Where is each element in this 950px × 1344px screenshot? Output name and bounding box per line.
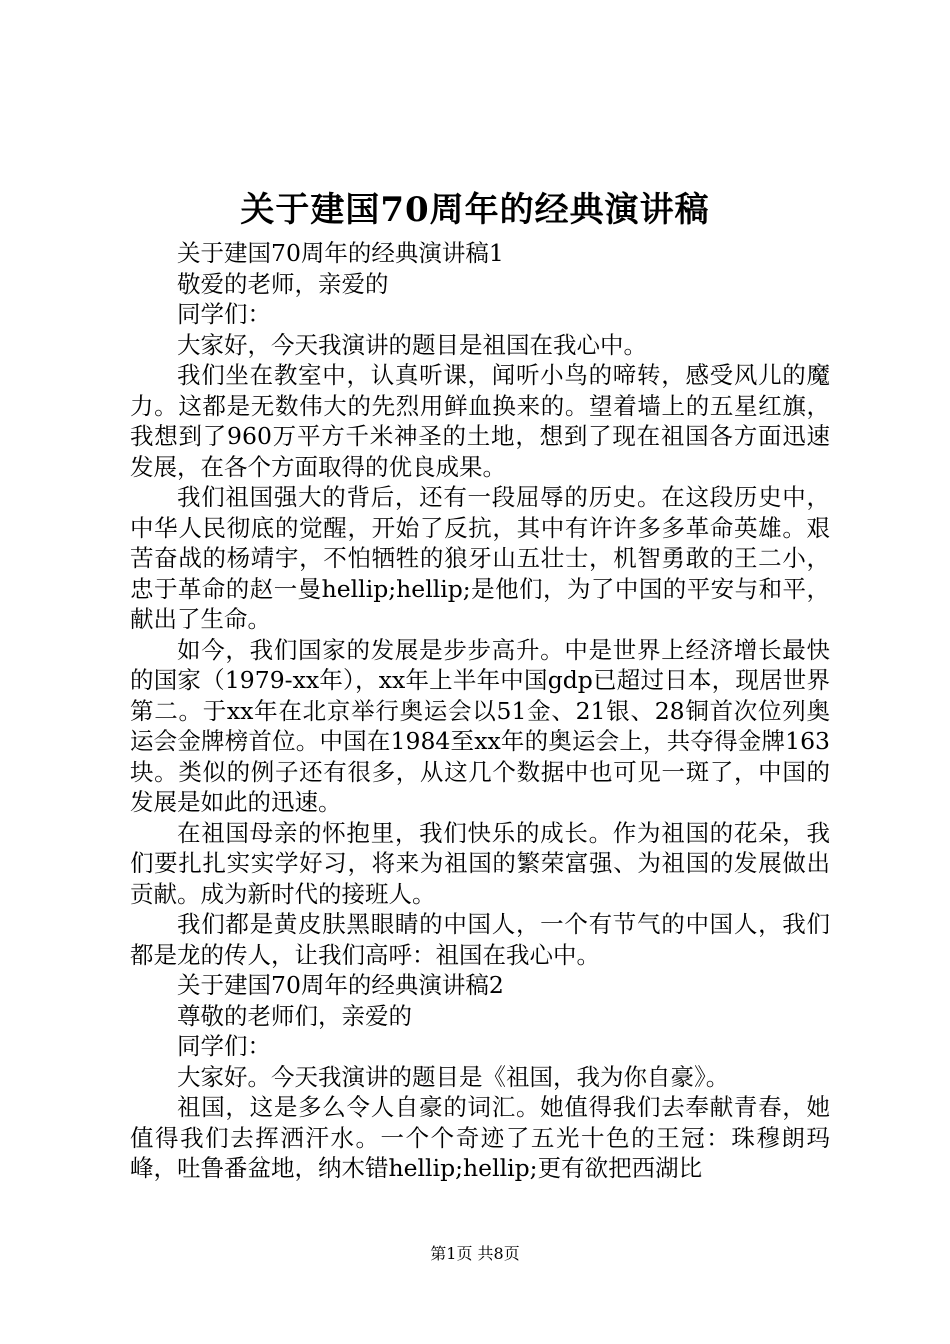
document-title: 关于建国70周年的经典演讲稿 <box>240 190 710 230</box>
document-body <box>130 238 830 1184</box>
salutation-line: 尊敬的老师们，亲爱的 <box>177 1001 412 1030</box>
paragraph: 大家好，今天我演讲的题目是祖国在我心中。 <box>177 330 647 359</box>
paragraph: 如今，我们国家的发展是步步高升。中是世界上经济增长最快的国家（1979-xx年），xx年上半年中国gdp已超过日本，现居世界第二。于xx年在北京举行奥运会以51金、21银、28铜首次位列奥运会金牌榜首位。中国在1984至xx年的奥运会上，共夺得金牌163块。类似的例子还有很多，从这几个数据中也可见一斑了，中国的发展是如此的迅速。 <box>130 635 830 816</box>
page-footer: 第1页 共8页 <box>430 1244 520 1263</box>
salutation-line: 敬爱的老师，亲爱的 <box>177 269 389 298</box>
paragraph: 我们祖国强大的背后，还有一段屈辱的历史。在这段历史中，中华人民彻底的觉醒，开始了反抗，其中有许许多多革命英雄。艰苦奋战的杨靖宇，不怕牺牲的狼牙山五壮士，机智勇敢的王二小，忠于革命的赵一曼hellip;hellip;是他们，为了中国的平安与和平，献出了生命。 <box>130 483 830 633</box>
paragraph: 在祖国母亲的怀抱里，我们快乐的成长。作为祖国的花朵，我们要扎扎实实学好习，将来为祖国的繁荣富强、为祖国的发展做出贡献。成为新时代的接班人。 <box>130 818 830 908</box>
paragraph: 我们坐在教室中，认真听课，闻听小鸟的啼转，感受风儿的魔力。这都是无数伟大的先烈用鲜血换来的。望着墙上的五星红旗，我想到了960万平方千米神圣的土地，想到了现在祖国各方面迅速发展，在各个方面取得的优良成果。 <box>130 361 830 481</box>
paragraph: 大家好。今天我演讲的题目是《祖国，我为你自豪》。 <box>177 1062 730 1091</box>
salutation-line: 同学们： <box>177 300 271 328</box>
paragraph: 我们都是黄皮肤黑眼睛的中国人，一个有节气的中国人，我们都是龙的传人，让我们高呼：祖国在我心中。 <box>130 910 830 969</box>
paragraph: 祖国，这是多么令人自豪的词汇。她值得我们去奉献青春，她值得我们去挥洒汗水。一个个奇迹了五光十色的王冠：珠穆朗玛峰，吐鲁番盆地，纳木错hellip;hellip;更有欲把西湖比 <box>130 1093 830 1182</box>
section-heading-2: 关于建国70周年的经典演讲稿2 <box>177 971 504 999</box>
section-heading-1: 关于建国70周年的经典演讲稿1 <box>177 239 504 267</box>
salutation-line: 同学们： <box>177 1032 271 1060</box>
